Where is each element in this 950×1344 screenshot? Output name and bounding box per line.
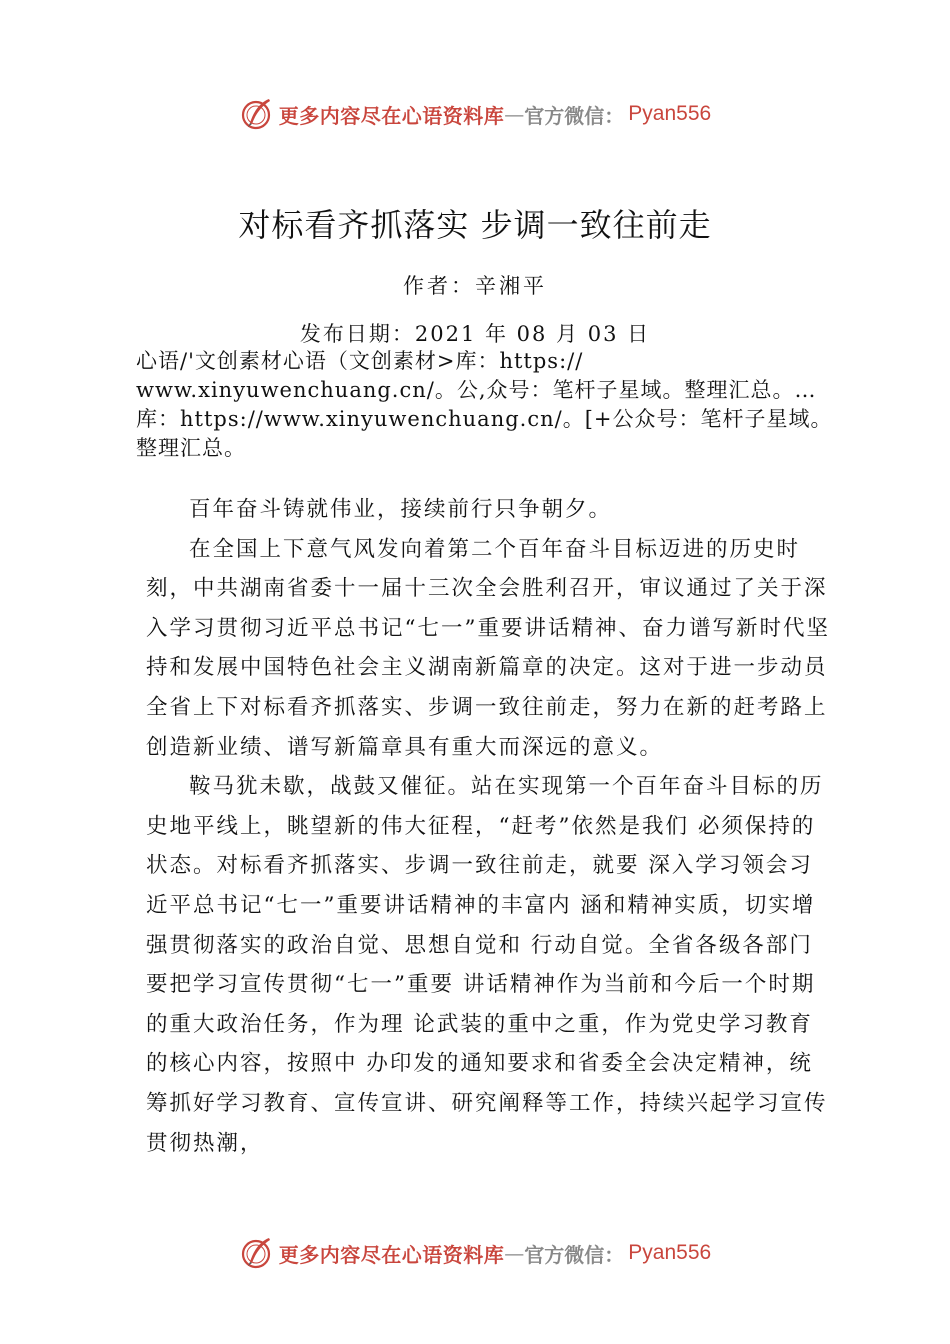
article-body: [146, 490, 834, 1163]
quill-logo-icon: [239, 1235, 275, 1271]
watermark-banner-top: [0, 94, 950, 134]
source-note: 心语/'文创素材心语（文创素材>库：https:// www.xinyuwenchuang.cn/。公,众号：笔杆子星域。整理汇总。…库：https://www.xinyuwenchuang.cn/。[+公众号：笔杆子星域。整理汇总。: [136, 349, 833, 460]
article-title: 对标看齐抓落实 步调一致往前走: [238, 206, 712, 244]
watermark-banner-bottom: [0, 1233, 950, 1273]
article-date: 发布日期：2021 年 08 月 03 日: [299, 322, 651, 346]
paragraph-3: 鞍马犹未歇，战鼓又催征。站在实现第一个百年奋斗目标的历史地平线上，眺望新的伟大征程，“赶考”依然是我们 必须保持的状态。对标看齐抓落实、步调一致往前走，就要 深入学习领会习近平总书记“七一”重要讲话精神的丰富内 涵和精神实质，切实增强贯彻落实的政治自觉、思想自觉和 行动自觉。全省各级各部门要把学习宣传贯彻“七一”重要 讲话精神作为当前和今后一个时期的重大政治任务，作为理 论武装的重中之重，作为党史学习教育的核心内容，按照中 办印发的通知要求和省委全会决定精神，统筹抓好学习教育、宣传宣讲、研究阐释等工作，持续兴起学习宣传贯彻热潮，: [146, 774, 828, 1156]
watermark-wechat-label: 官方微信：: [524, 103, 625, 128]
quill-logo-icon: [239, 96, 275, 132]
watermark-main-text: 更多内容尽在心语资料库: [278, 103, 505, 128]
watermark-dash: —: [504, 1241, 525, 1265]
article-author: 作者：辛湘平: [403, 274, 547, 298]
watermark-wechat-id: Pyan556: [628, 1241, 712, 1264]
paragraph-1: 百年奋斗铸就伟业，接续前行只争朝夕。: [189, 497, 613, 522]
paragraph-2: 在全国上下意气风发向着第二个百年奋斗目标迈进的历史时刻，中共湖南省委十一届十三次全会胜利召开，审议通过了关于深入学习贯彻习近平总书记“七一”重要讲话精神、奋力谱写新时代坚持和发展中国特色社会主义湖南新篇章的决定。这对于进一步动员全省上下对标看齐抓落实、步调一致往前走，努力在新的赶考路上创造新业绩、谱写新篇章具有重大而深远的意义。: [146, 536, 830, 760]
watermark-dash: —: [504, 102, 525, 126]
watermark-wechat-label: 官方微信：: [524, 1242, 625, 1267]
watermark-wechat-id: Pyan556: [628, 102, 712, 125]
watermark-main-text: 更多内容尽在心语资料库: [278, 1242, 505, 1267]
